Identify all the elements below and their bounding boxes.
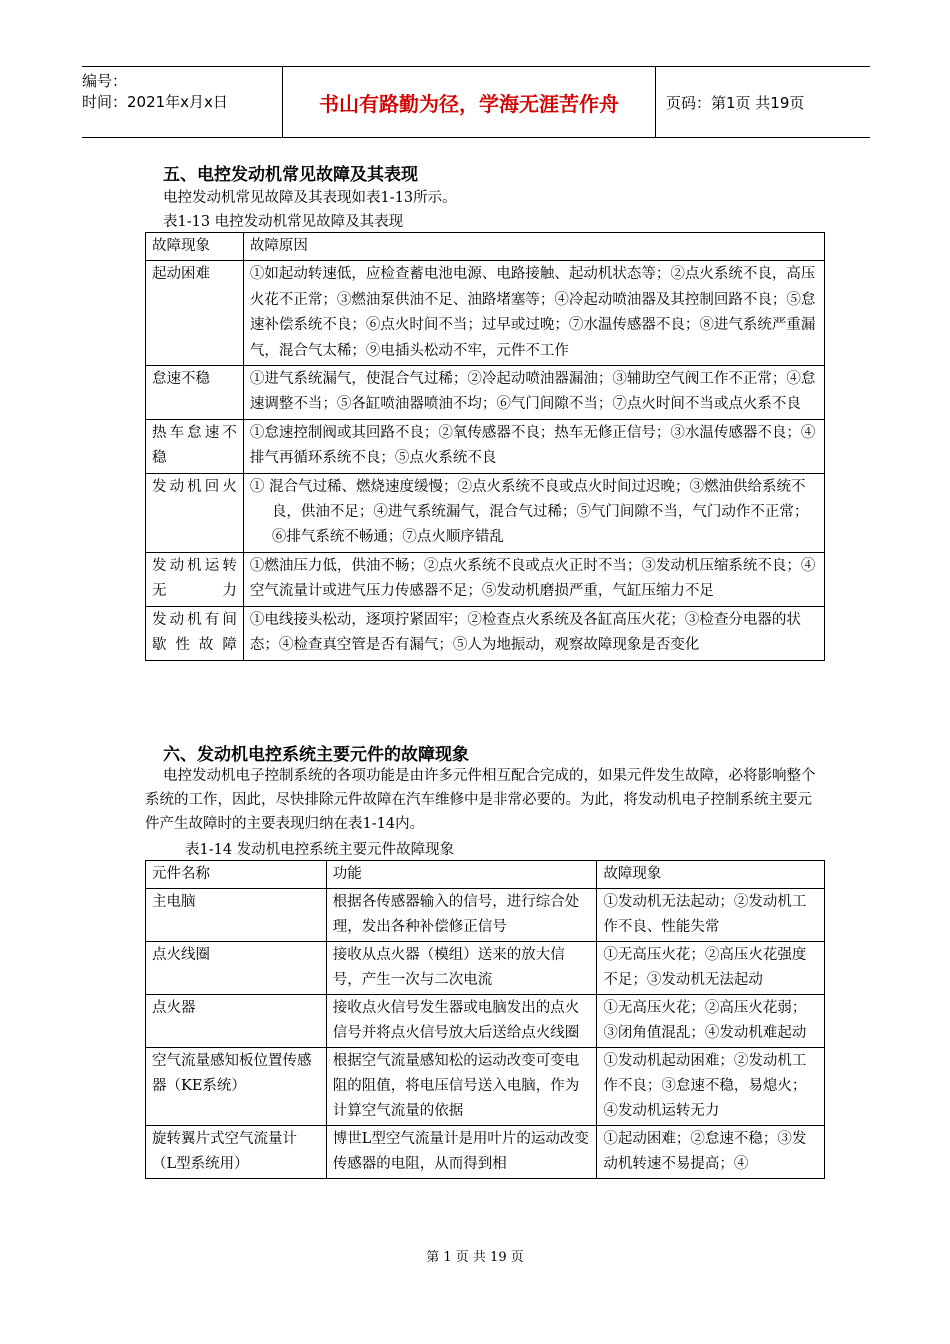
section5-heading: 五、电控发动机常见故障及其表现 (163, 165, 418, 185)
section6-paragraph: 电控发动机电子控制系统的各项功能是由许多元件相互配合完成的，如果元件发生故障，必将影响整个系统的工作，因此，尽快排除元件故障在汽车维修中是非常必要的。为此，将发动机电子控制系统主要元件产生故障时的主要表现归纳在表1-14内。 (145, 768, 816, 832)
table-row (146, 1126, 825, 1179)
document-date: 时间：2021年x月x日 (82, 93, 228, 111)
table-row (146, 995, 825, 1048)
fault-cause: ①燃油压力低，供油不畅；②点火系统不良或点火正时不当；③发动机压缩系统不良；④空气流量计或进气压力传感器不足；⑤发动机磨损严重，气缸压缩力不足 (243, 552, 824, 606)
component-function: 根据空气流量感知松的运动改变可变电阻的阻值，将电压信号送入电脑，作为计算空气流量的依据 (326, 1048, 597, 1126)
component-name: 空气流量感知板位置传感器（KE系统） (146, 1048, 327, 1126)
component-name: 点火线圈 (146, 942, 327, 995)
component-fault: ①无高压火花；②高压火花弱；③闭角值混乱；④发动机难起动 (597, 995, 825, 1048)
table-row (146, 606, 825, 660)
section5-intro: 电控发动机常见故障及其表现如表1-13所示。 (163, 190, 457, 206)
document-number: 编号： (82, 72, 128, 90)
table-row (146, 261, 825, 366)
table14-caption: 表1-14 发动机电控系统主要元件故障现象 (185, 842, 455, 858)
fault-symptom: 热车怠速不稳 (146, 419, 244, 473)
component-fault: ①发动机无法起动；②发动机工作不良、性能失常 (597, 889, 825, 942)
component-function: 接收点火信号发生器或电脑发出的点火信号并将点火信号放大后送给点火线圈 (326, 995, 597, 1048)
table-row (146, 552, 825, 606)
table-row (146, 889, 825, 942)
component-function: 根据各传感器输入的信号，进行综合处理，发出各种补偿修正信号 (326, 889, 597, 942)
header-motto: 书山有路勤为径，学海无涯苦作舟 (282, 67, 656, 137)
section6-heading: 六、发动机电控系统主要元件的故障现象 (163, 745, 469, 765)
fault-table-13 (145, 232, 825, 661)
component-fault: ①起动困难；②怠速不稳；③发动机转速不易提高；④ (597, 1126, 825, 1179)
component-function: 接收从点火器（模组）送来的放大信号，产生一次与二次电流 (326, 942, 597, 995)
table-row (146, 366, 825, 420)
column-header: 元件名称 (146, 861, 327, 889)
table-row (146, 473, 825, 552)
table-row (146, 942, 825, 995)
fault-cause: ①如起动转速低，应检查蓄电池电源、电路接触、起动机状态等；②点火系统不良，高压火花不正常；③燃油泵供油不足、油路堵塞等；④冷起动喷油器及其控制回路不良；⑤怠速补偿系统不良；⑥点火时间不当；过早或过晚；⑦水温传感器不良；⑧进气系统严重漏气，混合气太稀；⑨电插头松动不牢，元件不工作 (243, 261, 824, 366)
table-header-row (146, 233, 825, 261)
table-row (146, 419, 825, 473)
component-name: 旋转翼片式空气流量计（L型系统用） (146, 1126, 327, 1179)
fault-cause: ①电线接头松动，逐项拧紧固牢；②检查点火系统及各缸高压火花；③检查分电器的状态；④检查真空管是否有漏气；⑤人为地振动，观察故障现象是否变化 (243, 606, 824, 660)
page-footer: 第 1 页 共 19 页 (426, 1250, 524, 1265)
fault-symptom: 发动机回火 (146, 473, 244, 552)
fault-cause: ①怠速控制阀或其回路不良；②氧传感器不良；热车无修正信号；③水温传感器不良；④排气再循环系统不良；⑤点火系统不良 (243, 419, 824, 473)
fault-symptom: 起动困难 (146, 261, 244, 366)
fault-symptom: 怠速不稳 (146, 366, 244, 420)
header-page-info: 页码：第1页 共19页 (666, 93, 805, 112)
component-name: 点火器 (146, 995, 327, 1048)
column-header: 功能 (326, 861, 597, 889)
component-fault: ①发动机起动困难；②发动机工作不良；③怠速不稳，易熄火；④发动机运转无力 (597, 1048, 825, 1126)
component-table-14 (145, 860, 825, 1179)
fault-symptom: 发动机有间歇性故障 (146, 606, 244, 660)
column-header: 故障现象 (597, 861, 825, 889)
component-fault: ①无高压火花；②高压火花强度不足；③发动机无法起动 (597, 942, 825, 995)
component-function: 博世L型空气流量计是用叶片的运动改变传感器的电阻，从而得到相 (326, 1126, 597, 1179)
fault-symptom: 发动机运转无力 (146, 552, 244, 606)
table-row (146, 1048, 825, 1126)
table13-caption: 表1-13 电控发动机常见故障及其表现 (163, 214, 404, 230)
fault-cause: ① 混合气过稀、燃烧速度缓慢；②点火系统不良或点火时间过迟晚；③燃油供给系统不良，供油不足；④进气系统漏气，混合气过稀；⑤气门间隙不当，气门动作不正常；⑥排气系统不畅通；⑦点火顺序错乱 (243, 473, 824, 552)
page-header (82, 66, 870, 138)
fault-cause: ①进气系统漏气，使混合气过稀；②冷起动喷油器漏油；③辅助空气阀工作不正常；④怠速调整不当；⑤各缸喷油器喷油不均；⑥气门间隙不当；⑦点火时间不当或点火系不良 (243, 366, 824, 420)
column-header: 故障现象 (146, 233, 244, 261)
table-header-row (146, 861, 825, 889)
component-name: 主电脑 (146, 889, 327, 942)
column-header: 故障原因 (243, 233, 824, 261)
header-meta (82, 67, 282, 137)
